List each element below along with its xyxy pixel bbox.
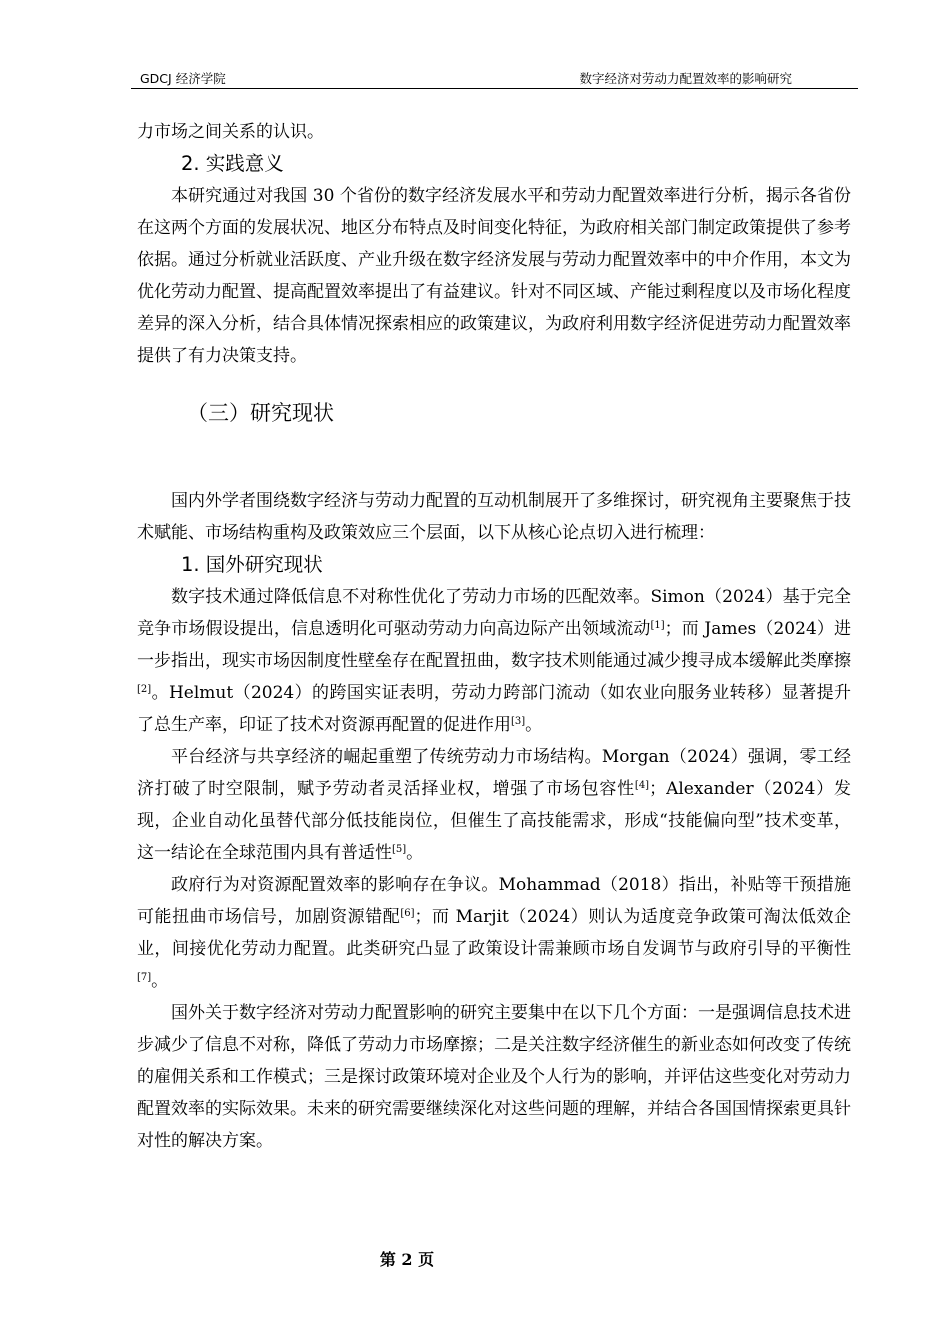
paragraph-digital-technology: 数字技术通过降低信息不对称性优化了劳动力市场的匹配效率。Simon（2024）基于完全竞争市场假设提出，信息透明化可驱动劳动力向高边际产出领域流动[1]；而 James（2024）进一步指出，现实市场因制度性壁垒存在配置扭曲，数字技术则能通过减少搜寻成本缓解此类摩擦[2]。Helmut（2024）的跨国实证表明，劳动力跨部门流动（如农业向服务业转移）显著提升了总生产率，印证了技术对资源再配置的促进作用[3]。 (137, 587, 851, 735)
header-institution: GDCJ 经济学院 (140, 71, 226, 86)
paragraph-government-policy: 政府行为对资源配置效率的影响存在争议。Mohammad（2018）指出，补贴等干预措施可能扭曲市场信号，加剧资源错配[6]；而 Marjit（2024）则认为适度竞争政策可淘汰低效企业，间接优化劳动力配置。此类研究凸显了政策设计需兼顾市场自发调节与政府引导的平衡性[7]。 (137, 875, 852, 991)
citation-5[interactable]: [5] (392, 844, 407, 855)
page-number: 第 2 页 (379, 1250, 435, 1269)
citation-3[interactable]: [3] (511, 716, 526, 727)
paragraph-platform-economy: 平台经济与共享经济的崛起重塑了传统劳动力市场结构。Morgan（2024）强调，零工经济打破了时空限制，赋予劳动者灵活择业权，增强了市场包容性[4]；Alexander（2024）发现，企业自动化虽替代部分低技能岗位，但催生了高技能需求，形成“技能偏向型”技术变革，这一结论在全球范围内具有普适性[5]。 (137, 747, 852, 863)
paragraph-intro: 国内外学者围绕数字经济与劳动力配置的互动机制展开了多维探讨，研究视角主要聚焦于技术赋能、市场结构重构及政策效应三个层面，以下从核心论点切入进行梳理： (137, 491, 851, 543)
heading-foreign-research: 1. 国外研究现状 (181, 553, 323, 576)
body-block-research (137, 485, 851, 1157)
header-title: 数字经济对劳动力配置效率的影响研究 (579, 71, 792, 86)
body-block-top (137, 116, 851, 372)
citation-4[interactable]: [4] (634, 780, 650, 791)
paragraph-continuation: 力市场之间关系的认识。 (137, 122, 324, 142)
heading-research-status: （三）研究现状 (187, 401, 334, 425)
paragraph-summary: 国外关于数字经济对劳动力配置影响的研究主要集中在以下几个方面：一是强调信息技术进步减少了信息不对称，降低了劳动力市场摩擦；二是关注数字经济催生的新业态如何改变了传统的雇佣关系和工作模式；三是探讨政策环境对企业及个人行为的影响，并评估这些变化对劳动力配置效率的实际效果。未来的研究需要继续深化对这些问题的理解，并结合各国国情探索更具针对性的解决方案。 (137, 1003, 851, 1151)
heading-practical-significance: 2. 实践意义 (181, 152, 284, 175)
paragraph-practical-significance: 本研究通过对我国 30 个省份的数字经济发展水平和劳动力配置效率进行分析，揭示各省份在这两个方面的发展状况、地区分布特点及时间变化特征，为政府相关部门制定政策提供了参考依据。通过分析就业活跃度、产业升级在数字经济发展与劳动力配置效率中的中介作用，本文为优化劳动力配置、提高配置效率提出了有益建议。针对不同区域、产能过剩程度以及市场化程度差异的深入分析，结合具体情况探索相应的政策建议，为政府利用数字经济促进劳动力配置效率提供了有力决策支持。 (137, 186, 851, 366)
citation-7[interactable]: [7] (137, 972, 152, 983)
citation-2[interactable]: [2] (137, 684, 152, 695)
citation-1[interactable]: [1] (650, 620, 665, 631)
header-divider (131, 88, 858, 89)
section-heading-block (137, 397, 851, 429)
citation-6[interactable]: [6] (400, 908, 415, 919)
